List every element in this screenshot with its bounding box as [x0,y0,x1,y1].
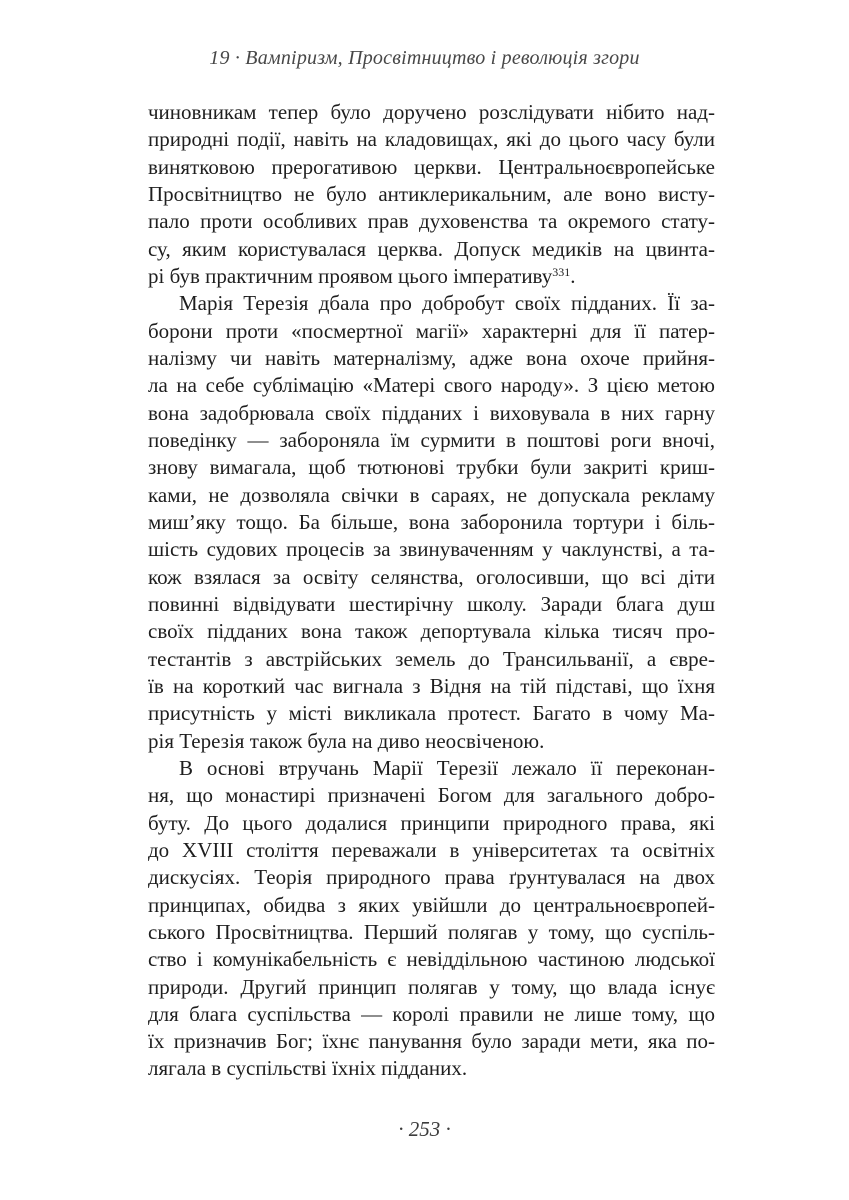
text-line: рія Терезія також була на диво неосвіченою. [148,728,545,753]
text-line: су, яким користувалася церква. Допуск медиків на цвинта- [148,236,715,261]
text-line: вона задобрювала своїх підданих і виховувала в них гарну [148,400,715,425]
text-line: повинні відвідувати шестирічну школу. Заради блага душ [148,591,715,616]
text-line: поведінку — забороняла їм сурмити в поштові роги вночі, [148,427,715,452]
text-line: В основі втручань Марії Терезії лежало її переконан- [179,755,715,780]
text-line: природні події, навіть на кладовищах, які до цього часу були [148,127,715,152]
text-line: принципах, обидва з яких увійшли до центральноєвропей- [148,892,715,917]
text-line: тестантів з австрійських земель до Трансильванії, а євре- [148,646,715,671]
page-number: · 253 · [398,1117,451,1141]
text-line: ла на себе сублімацію «Матері свого народу». З цією метою [148,373,715,398]
text-line: до XVIII століття переважали в університетах та освітніх [148,837,715,862]
text-line: присутність у місті викликала протест. Багато в чому Ма- [148,701,715,726]
text-line: ками, не дозволяла свічки в сараях, не допускала рекламу [148,482,715,507]
running-header: 19 · Вампіризм, Просвітництво і революція згори [209,47,640,69]
text-line: дискусіях. Теорія природного права ґрунтувалася на двох [148,865,715,890]
text-line: знову вимагала, щоб тютюнові трубки були закриті криш- [148,455,715,480]
text-line: природи. Другий принцип полягав у тому, що влада існує [148,974,715,999]
text-line-with-footnote [148,263,715,290]
text: рі був практичним проявом цього імперативу [148,263,553,288]
text-line: миш’яку тощо. Ба більше, вона заборонила тортури і біль- [148,509,715,534]
text-line: Просвітництво не було антиклерикальним, але воно висту- [148,181,715,206]
text-line: своїх підданих вона також депортувала кілька тисяч про- [148,619,715,644]
text-line: їх призначив Бог; їхнє панування було заради мети, яка по- [148,1029,715,1054]
paragraph [148,290,715,755]
text-line: ського Просвітництва. Перший полягав у тому, що суспіль- [148,919,715,944]
text-line: лягала в суспільстві їхніх підданих. [148,1056,468,1081]
text: . [570,263,576,288]
text-line: борони проти «посмертної магії» характерні для її патер- [148,318,715,343]
paragraph [148,755,715,1083]
text-line: винятковою прерогативою церкви. Центральноєвропейське [148,154,715,179]
text-line: налізму чи навіть матерналізму, адже вона охоче прийня- [148,345,715,370]
footnote-ref: 331 [552,264,571,279]
text-line: для блага суспільства — королі правили не лише тому, що [148,1001,715,1026]
text-line: кож взялася за освіту селянства, оголосивши, що всі діти [148,564,715,589]
text-line: шість судових процесів за звинуваченням у чаклунстві, а та- [148,537,715,562]
body-text [148,99,715,1083]
text-line: пало проти особливих прав духовенства та окремого стату- [148,209,715,234]
text-line: Марія Терезія дбала про добробут своїх підданих. Її за- [179,291,715,316]
text-line: чиновникам тепер було доручено розслідувати нібито над- [148,100,715,124]
text-line: буту. До цього додалися принципи природного права, які [148,810,715,835]
paragraph [148,99,715,290]
text-line: їв на короткий час вигнала з Відня на тій підставі, що їхня [148,673,715,698]
text-line: ство і комунікабельність є невіддільною частиною людської [148,947,715,972]
text-line: ня, що монастирі призначені Богом для загального добро- [148,783,715,808]
